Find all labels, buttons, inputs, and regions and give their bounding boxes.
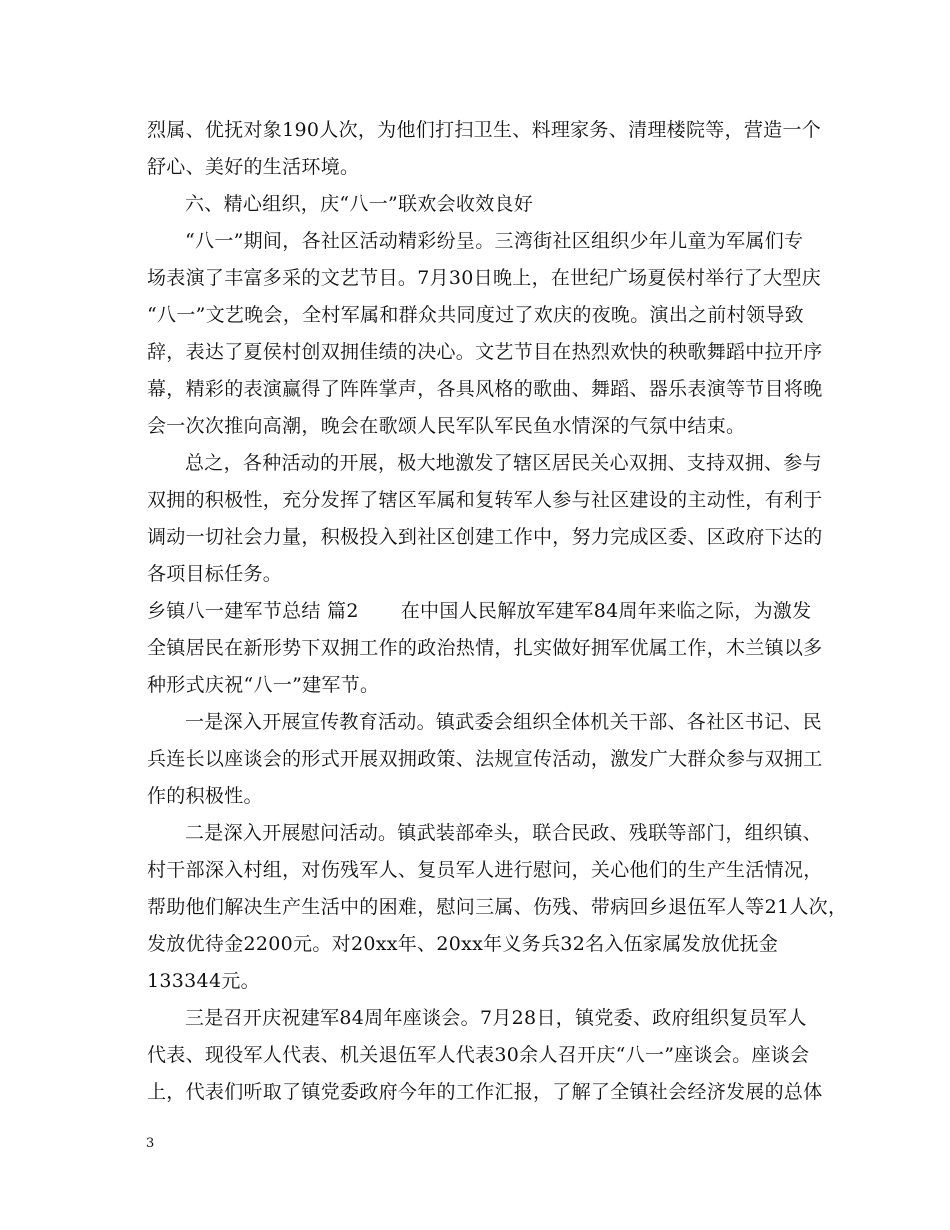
body-line: 上，代表们听取了镇党委政府今年的工作汇报，了解了全镇社会经济发展的总体 <box>147 1081 823 1103</box>
body-line: 烈属、优抚对象190人次，为他们打扫卫生、料理家务、清理楼院等，营造一个 <box>147 119 822 141</box>
body-line: 幕，精彩的表演赢得了阵阵掌声，各具风格的歌曲、舞蹈、器乐表演等节目将晚 <box>147 378 823 400</box>
section-heading: 六、精心组织，庆“八一”联欢会收效良好 <box>185 193 534 215</box>
body-line: 村干部深入村组，对伤残军人、复员军人进行慰问，关心他们的生产生活情况， <box>147 859 823 881</box>
article-title: 乡镇八一建军节总结 篇2 <box>147 600 359 622</box>
body-line: 各项目标任务。 <box>147 563 283 585</box>
body-line: 舒心、美好的生活环境。 <box>147 156 360 178</box>
page-number: 3 <box>146 1136 155 1151</box>
body-line: 发放优待金2200元。对20xx年、20xx年义务兵32名入伍家属发放优抚金 <box>147 933 779 955</box>
body-line: 三是召开庆祝建军84周年座谈会。7月28日，镇党委、政府组织复员军人 <box>185 1007 807 1029</box>
body-line: 作的积极性。 <box>147 785 263 807</box>
body-text: 在中国人民解放军建军84周年来临之际，为激发 <box>400 600 812 622</box>
body-line: “八一”文艺晚会，全村军属和群众共同度过了欢庆的夜晚。演出之前村领导致 <box>147 304 804 326</box>
article-title-line <box>147 599 812 623</box>
body-line: 会一次次推向高潮，晚会在歌颂人民军队军民鱼水情深的气氛中结束。 <box>147 415 746 437</box>
body-line: 二是深入开展慰问活动。镇武装部牵头，联合民政、残联等部门，组织镇、 <box>185 822 822 844</box>
body-line: 帮助他们解决生产生活中的困难，慰问三属、伤残、带病回乡退伍军人等21人次， <box>147 896 848 918</box>
body-line: 辞，表达了夏侯村创双拥佳绩的决心。文艺节目在热烈欢快的秧歌舞蹈中拉开序 <box>147 341 823 363</box>
body-line: 调动一切社会力量，积极投入到社区创建工作中，努力完成区委、区政府下达的 <box>147 526 823 548</box>
body-line: 133344元。 <box>147 970 260 992</box>
body-line: 场表演了丰富多采的文艺节目。7月30日晚上，在世纪广场夏侯村举行了大型庆 <box>147 267 822 289</box>
body-line: 双拥的积极性，充分发挥了辖区军属和复转军人参与社区建设的主动性，有利于 <box>147 489 823 511</box>
body-line: 一是深入开展宣传教育活动。镇武委会组织全体机关干部、各社区书记、民 <box>185 711 822 733</box>
body-line: 种形式庆祝“八一”建军节。 <box>147 674 380 696</box>
body-line: 代表、现役军人代表、机关退伍军人代表30余人召开庆“八一”座谈会。座谈会 <box>147 1044 810 1066</box>
body-line: 全镇居民在新形势下双拥工作的政治热情，扎实做好拥军优属工作，木兰镇以多 <box>147 637 823 659</box>
body-line: 兵连长以座谈会的形式开展双拥政策、法规宣传活动，激发广大群众参与双拥工 <box>147 748 823 770</box>
body-line: 总之，各种活动的开展，极大地激发了辖区居民关心双拥、支持双拥、参与 <box>185 452 822 474</box>
body-line: “八一”期间，各社区活动精彩纷呈。三湾街社区组织少年儿童为军属们专 <box>185 230 804 252</box>
